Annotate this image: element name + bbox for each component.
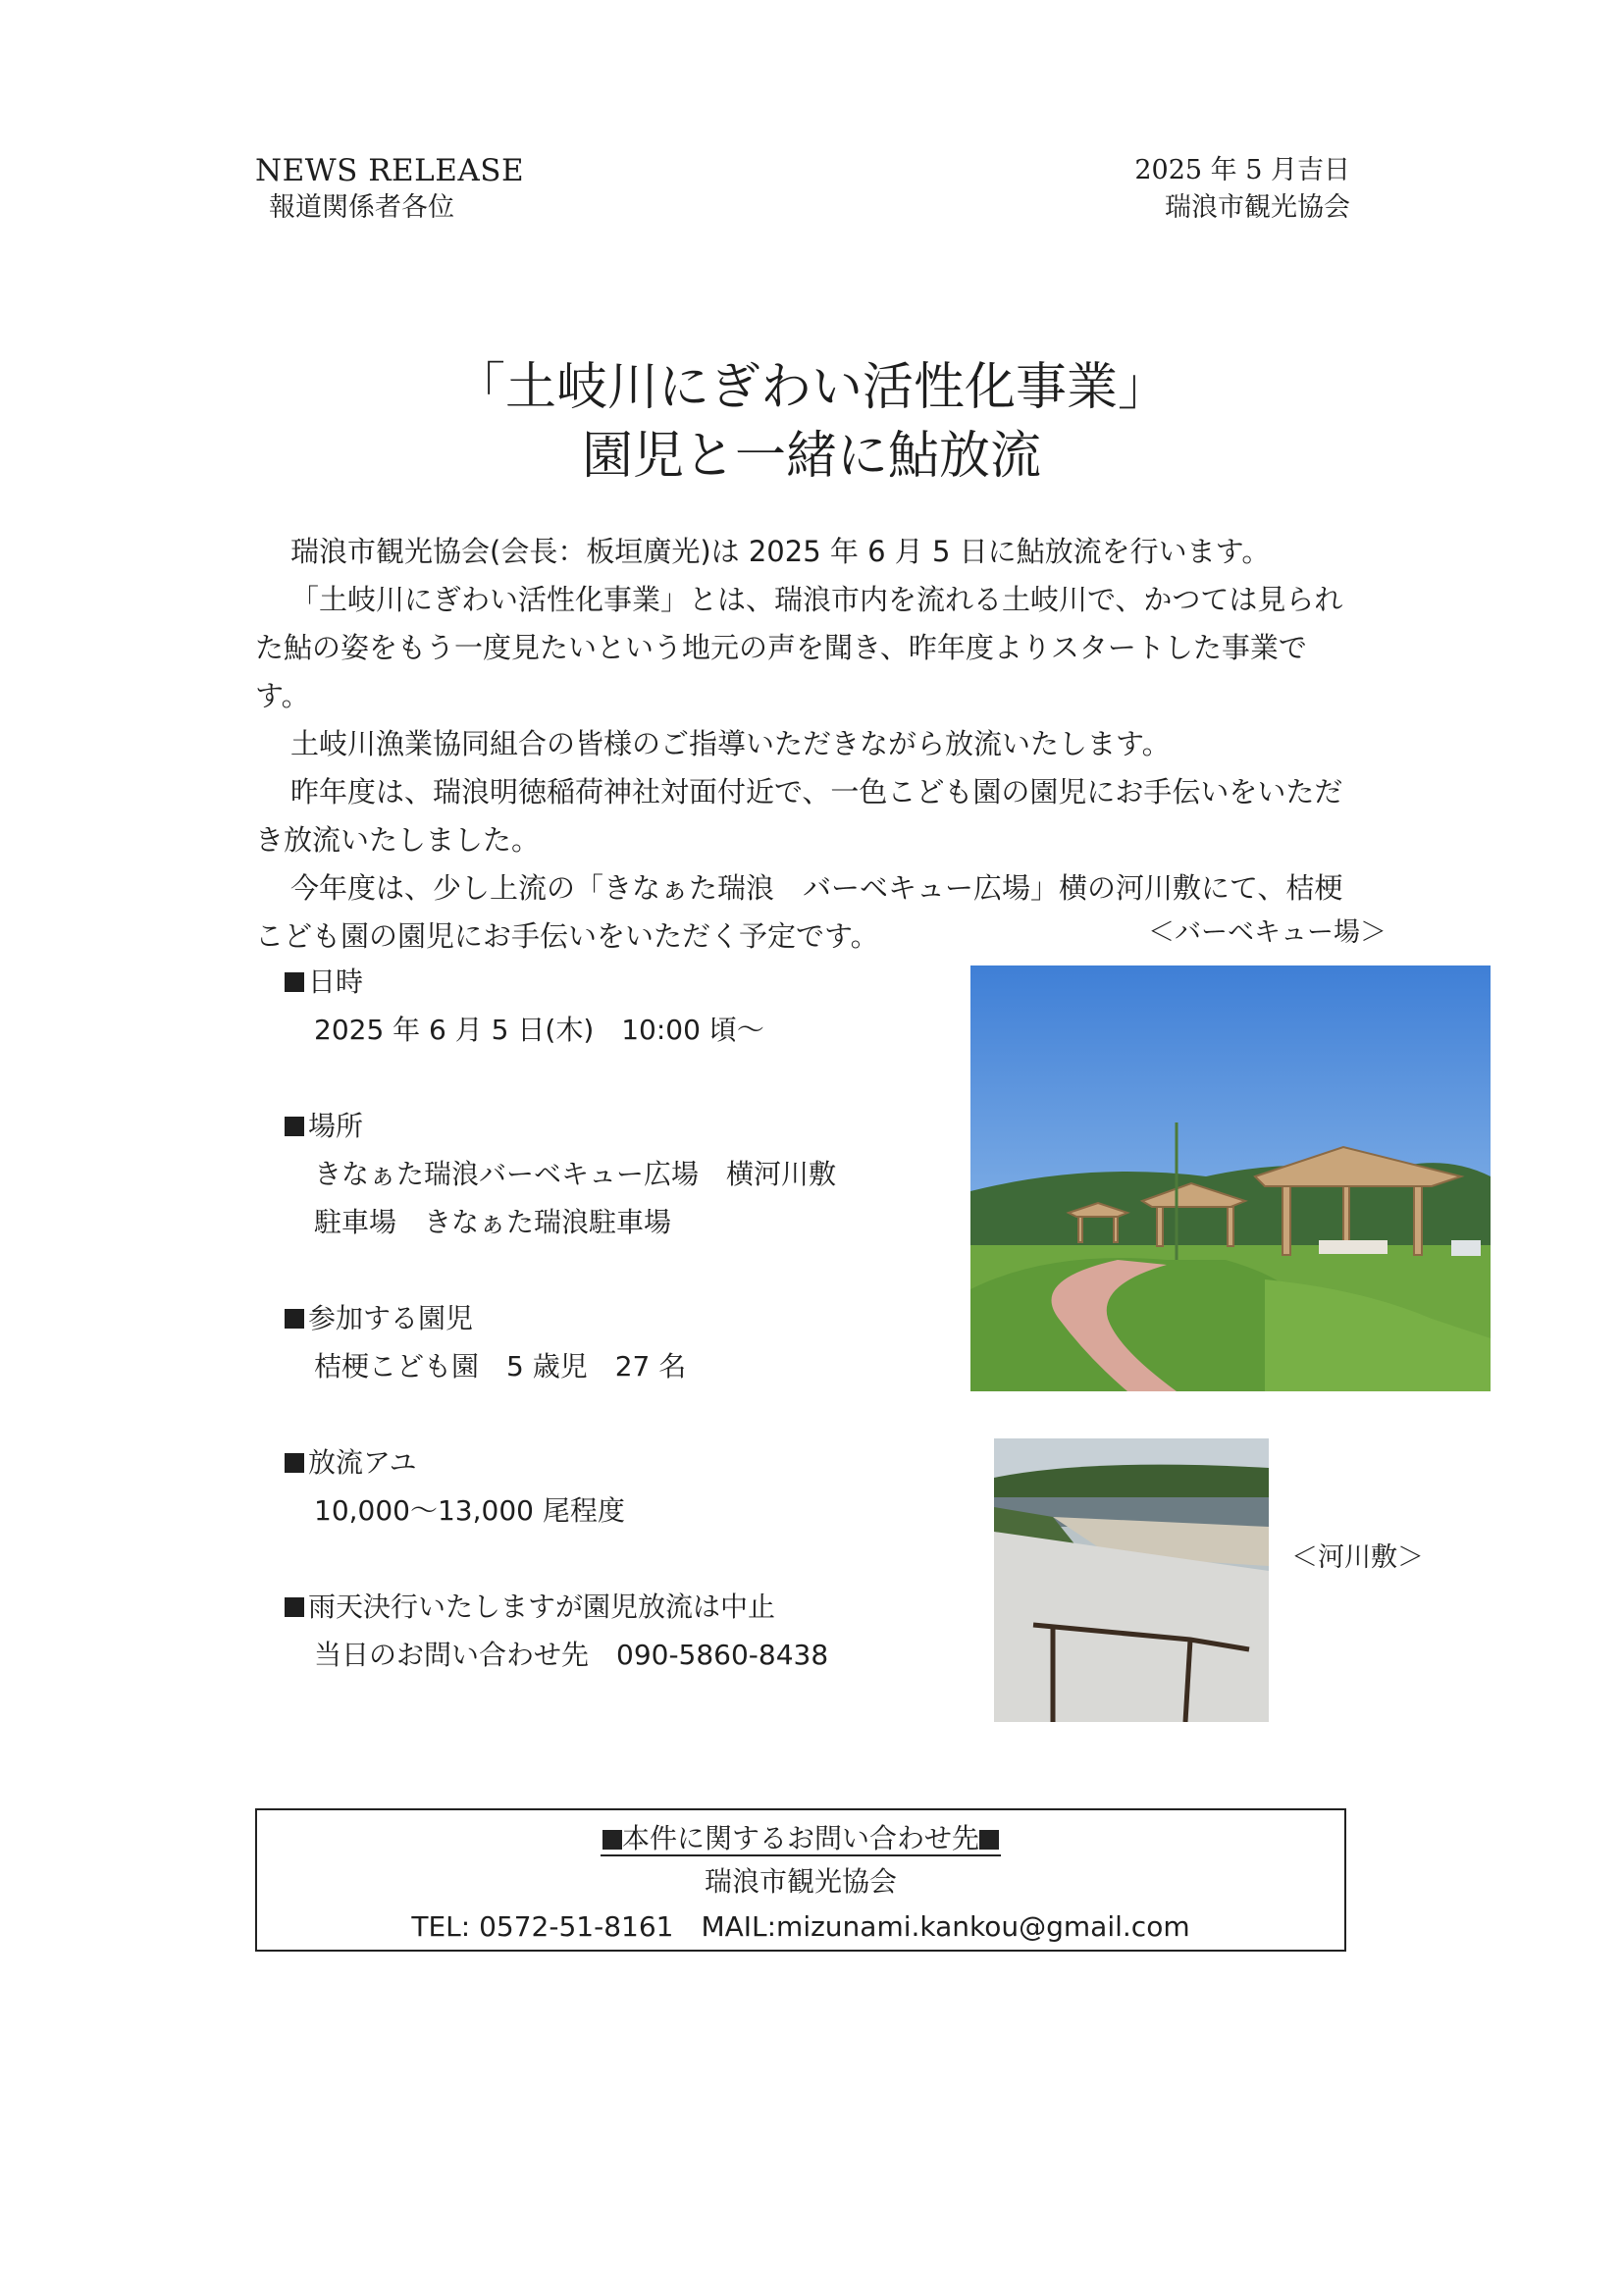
detail-heading: 場所 — [308, 1110, 364, 1142]
body-paragraph: 今年度は、少し上流の「きなぁた瑞浪 バーベキュー広場」横の河川敷にて、桔梗こども園の園児にお手伝いをいただく予定です。 — [255, 871, 1343, 953]
square-bullet-icon — [602, 1830, 622, 1850]
contact-tel-mail: TEL: 0572-51-8161 MAIL:mizunami.kankou@gmail.com — [411, 1910, 1190, 1943]
detail-heading: 雨天決行いたしますが園児放流は中止 — [308, 1591, 776, 1623]
detail-kids — [285, 1294, 836, 1390]
title-line-2: 園児と一緒に鮎放流 — [581, 427, 1041, 486]
page-title — [0, 353, 1623, 491]
detail-value: 2025 年 6 月 5 日(木) 10:00 頃～ — [314, 1014, 764, 1046]
riverbed-caption: ＜河川敷＞ — [1291, 1542, 1424, 1573]
square-bullet-icon — [285, 1597, 304, 1617]
contact-heading: 本件に関するお問い合わせ先 — [621, 1822, 979, 1854]
square-bullet-icon — [285, 972, 304, 992]
riverbed-photo — [994, 1438, 1269, 1722]
contact-organization: 瑞浪市観光協会 — [704, 1865, 897, 1898]
body-paragraph: 「土岐川にぎわい活性化事業」とは、瑞浪市内を流れる土岐川で、かつては見られた鮎の姿をもう一度見たいという地元の声を聞き、昨年度よりスタートした事業です。 — [255, 583, 1343, 712]
bbq-caption: ＜バーベキュー場＞ — [1148, 917, 1387, 948]
recipients: 報道関係者各位 — [269, 192, 454, 223]
detail-value: 当日のお問い合わせ先 090-5860-8438 — [314, 1639, 829, 1671]
detail-heading: 参加する園児 — [308, 1302, 474, 1334]
release-date: 2025 年 5 月吉日 — [1134, 155, 1350, 185]
body-paragraph: 昨年度は、瑞浪明徳稲荷神社対面付近で、一色こども園の園児にお手伝いをいただき放流いたしました。 — [255, 775, 1343, 857]
body-paragraph: 土岐川漁業協同組合の皆様のご指導いただきながら放流いたします。 — [290, 727, 1171, 760]
detail-value: 桔梗こども園 5 歳児 27 名 — [314, 1350, 687, 1383]
body-text — [255, 528, 1354, 961]
contact-box — [255, 1808, 1346, 1952]
title-line-1: 「土岐川にぎわい活性化事業」 — [453, 358, 1169, 417]
issuer: 瑞浪市観光協会 — [1165, 192, 1350, 223]
square-bullet-icon — [285, 1309, 304, 1329]
detail-value: 駐車場 きなぁた瑞浪駐車場 — [314, 1206, 672, 1238]
header-left — [255, 152, 524, 227]
bbq-plaza-photo — [970, 965, 1491, 1391]
detail-fish — [285, 1438, 836, 1535]
square-bullet-icon — [285, 1117, 304, 1136]
detail-heading: 日時 — [308, 965, 364, 998]
detail-datetime — [285, 958, 836, 1054]
body-paragraph: 瑞浪市観光協会(会長：板垣廣光)は 2025 年 6 月 5 日に鮎放流を行います。 — [290, 535, 1271, 568]
event-details — [285, 958, 836, 1727]
news-release-label: NEWS RELEASE — [255, 153, 525, 188]
contact-heading-row — [257, 1818, 1344, 1859]
square-bullet-icon — [285, 1453, 304, 1473]
detail-rain — [285, 1583, 836, 1679]
detail-place — [285, 1102, 836, 1246]
square-bullet-icon — [979, 1830, 999, 1850]
detail-heading: 放流アユ — [308, 1446, 417, 1479]
detail-value: きなぁた瑞浪バーベキュー広場 横河川敷 — [314, 1158, 837, 1190]
detail-value: 10,000～13,000 尾程度 — [314, 1494, 625, 1527]
header-right — [1134, 152, 1350, 227]
